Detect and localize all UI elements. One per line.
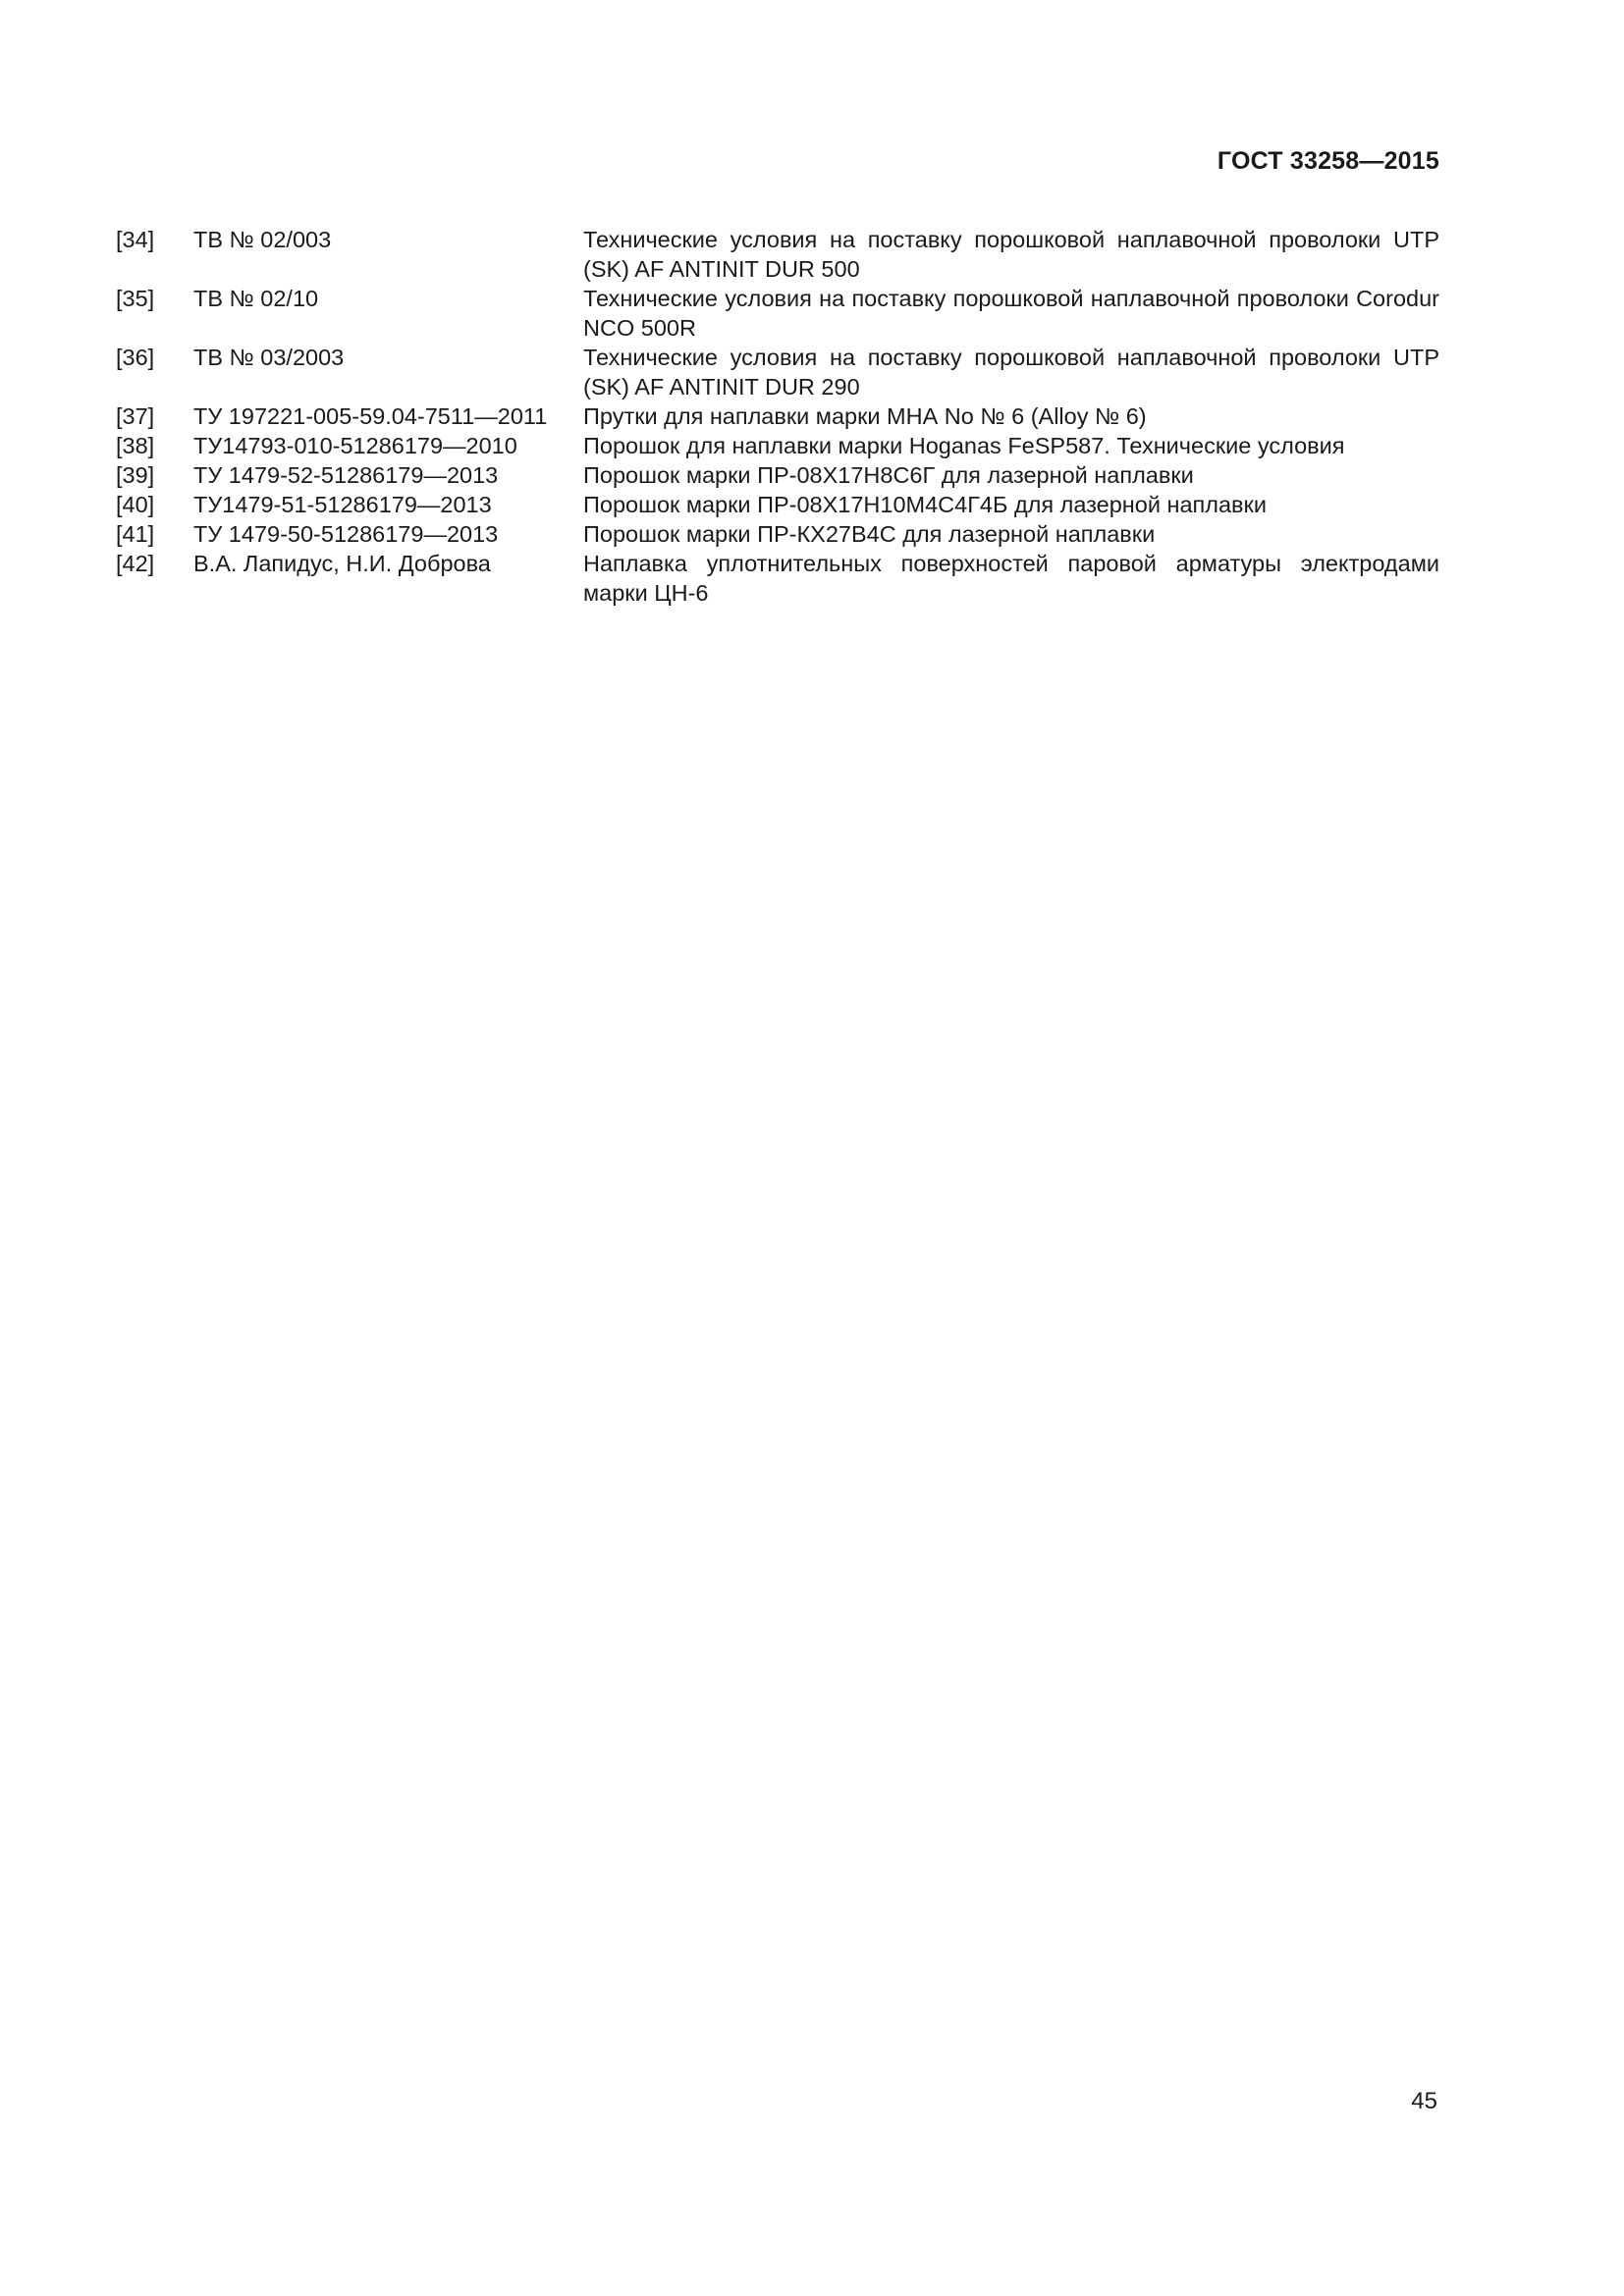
reference-code: ТВ № 02/003 [193, 227, 332, 252]
reference-number: [40] [116, 492, 155, 517]
reference-code: ТУ 1479-50-51286179—2013 [193, 521, 499, 547]
reference-number: [38] [116, 433, 155, 458]
reference-number: [41] [116, 521, 155, 547]
reference-code: ТВ № 02/10 [193, 286, 319, 311]
reference-description: Прутки для наплавки марки МНА No № 6 (Alloy № 6) [583, 403, 1147, 429]
page-number: 45 [1411, 2088, 1437, 2114]
reference-number: [37] [116, 403, 155, 429]
document-header: ГОСТ 33258—2015 [1217, 147, 1439, 175]
reference-row [116, 460, 1439, 490]
reference-number: [42] [116, 551, 155, 576]
reference-number: [36] [116, 345, 155, 370]
reference-number: [34] [116, 227, 155, 252]
reference-code: ТУ 197221-005-59.04-7511—2011 [193, 403, 548, 429]
reference-description: Порошок марки ПР-08Х17Н8С6Г для лазерной наплавки [583, 462, 1194, 488]
reference-code: ТУ 1479-52-51286179—2013 [193, 462, 499, 488]
reference-row [116, 225, 1439, 284]
reference-description: Технические условия на поставку порошковой наплавочной проволоки Corodur NCO 500R [583, 286, 1439, 341]
reference-description: Технические условия на поставку порошковой наплавочной проволоки UTP (SK) AF ANTINIT DUR 500 [583, 227, 1439, 282]
reference-description: Порошок марки ПР-08Х17Н10М4С4Г4Б для лазерной наплавки [583, 492, 1267, 517]
reference-description: Технические условия на поставку порошковой наплавочной проволоки UTP (SK) AF ANTINIT DUR 290 [583, 345, 1439, 400]
reference-description: Порошок марки ПР-КХ27В4С для лазерной наплавки [583, 521, 1156, 547]
reference-list [116, 225, 1439, 608]
reference-code: В.А. Лапидус, Н.И. Доброва [193, 551, 491, 576]
reference-row [116, 490, 1439, 519]
reference-code: ТУ1479-51-51286179—2013 [193, 492, 492, 517]
reference-row [116, 549, 1439, 608]
reference-description: Порошок для наплавки марки Hoganas FeSP587. Технические условия [583, 433, 1345, 458]
reference-number: [39] [116, 462, 155, 488]
reference-number: [35] [116, 286, 155, 311]
reference-row [116, 343, 1439, 401]
reference-row [116, 519, 1439, 549]
reference-row [116, 284, 1439, 343]
reference-description: Наплавка уплотнительных поверхностей паровой арматуры электродами марки ЦН-6 [583, 551, 1439, 606]
reference-row [116, 431, 1439, 460]
reference-code: ТВ № 03/2003 [193, 345, 345, 370]
reference-code: ТУ14793-010-51286179—2010 [193, 433, 517, 458]
reference-row [116, 401, 1439, 431]
